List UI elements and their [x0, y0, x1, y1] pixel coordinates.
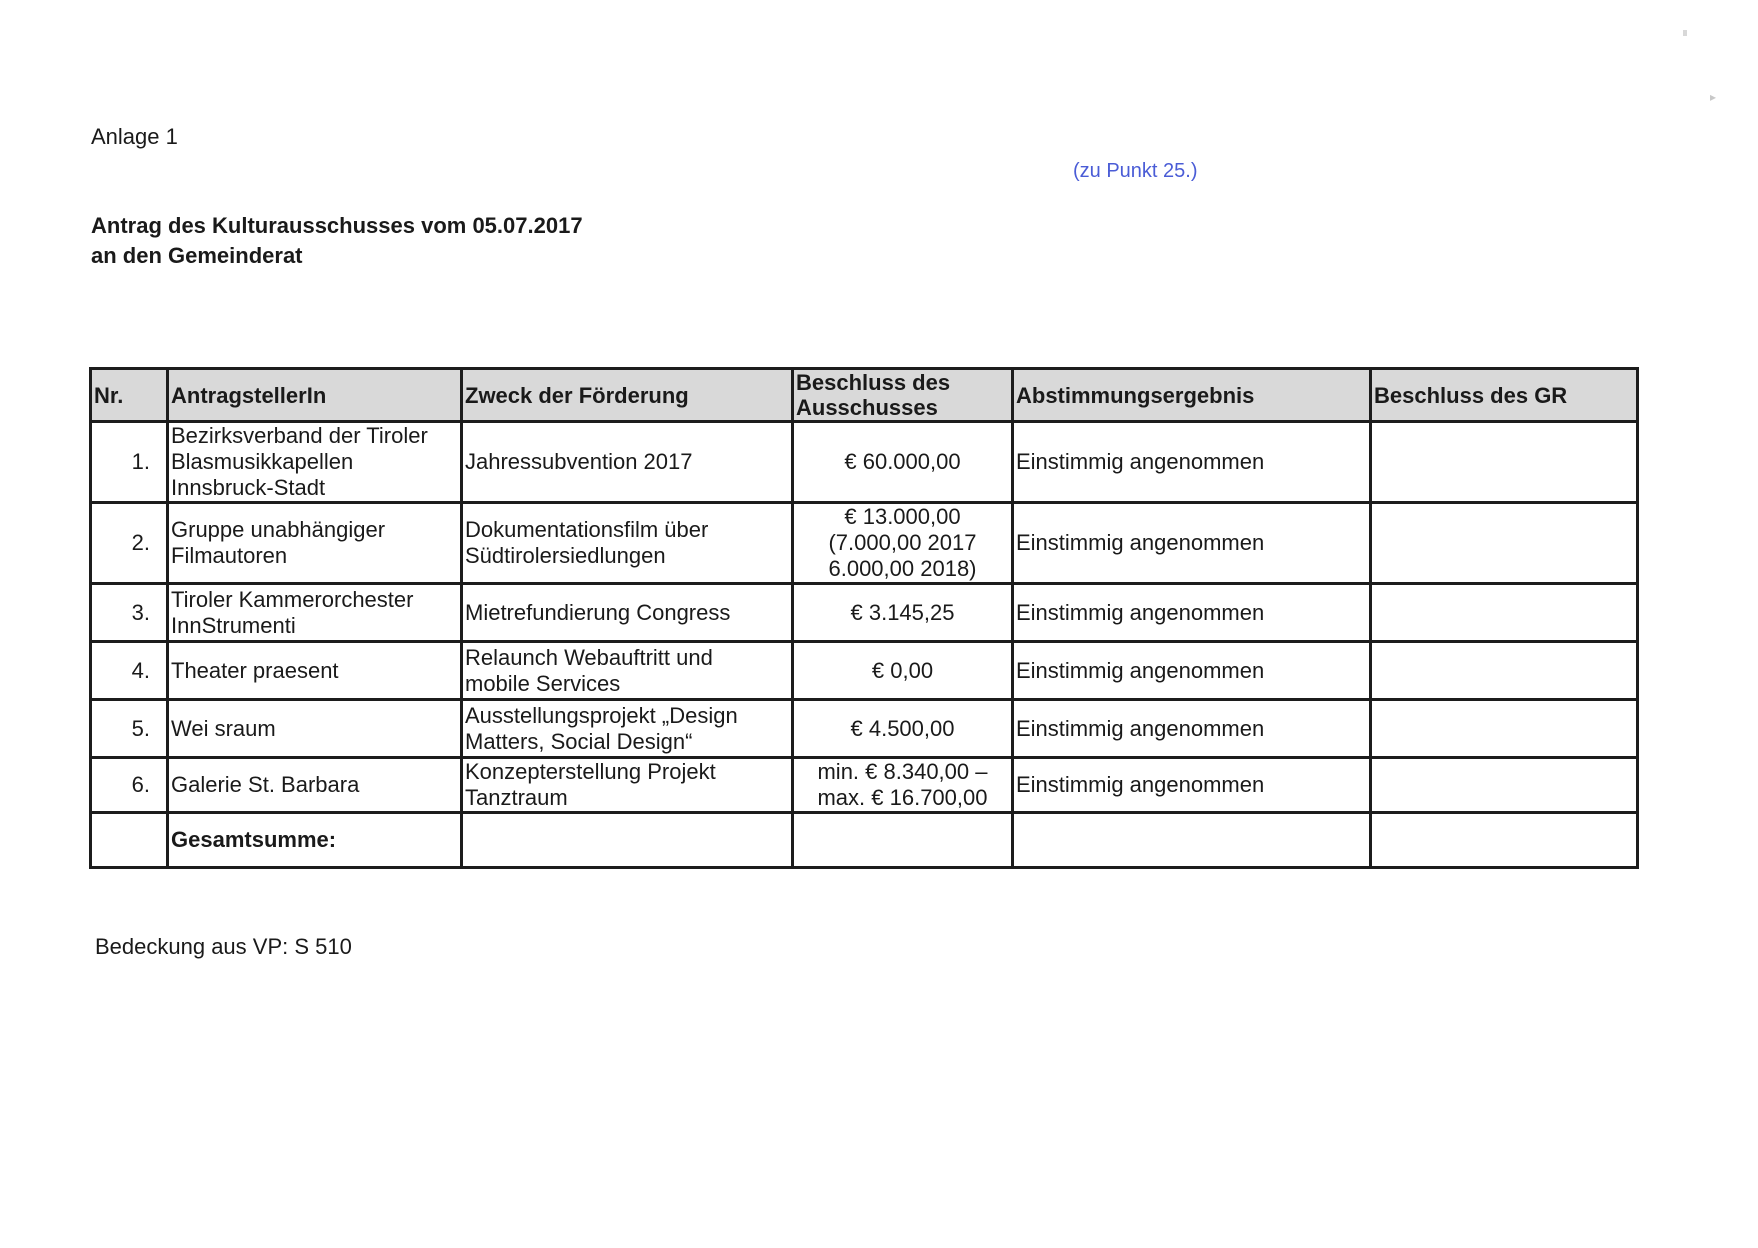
- applicant-line: Innsbruck-Stadt: [171, 475, 326, 500]
- vote-result-cell: Einstimmig angenommen: [1013, 584, 1371, 642]
- purpose-cell: [462, 584, 793, 642]
- purpose-line: Konzepterstellung Projekt: [465, 759, 716, 784]
- amount-line: € 4.500,00: [850, 715, 955, 741]
- header-committee-decision-line: Ausschusses: [796, 395, 938, 420]
- scan-mark: ▸: [1710, 90, 1717, 104]
- applicant-line: Bezirksverband der Tiroler: [171, 423, 428, 448]
- applicant-line: InnStrumenti: [171, 612, 296, 638]
- row-number: 6.: [91, 758, 168, 813]
- council-decision-cell: [1371, 503, 1638, 584]
- purpose-line: Ausstellungsprojekt „Design: [465, 702, 738, 728]
- total-label: Gesamtsumme:: [168, 813, 462, 868]
- total-purpose-cell: [462, 813, 793, 868]
- purpose-line: Jahressubvention 2017: [465, 449, 693, 474]
- title-line-1: Antrag des Kulturausschusses vom 05.07.2017: [91, 213, 583, 238]
- purpose-line: Südtirolersiedlungen: [465, 543, 666, 568]
- amount-line: € 3.145,25: [850, 599, 955, 625]
- amount-cell: [793, 642, 1013, 700]
- total-amount-cell: [793, 813, 1013, 868]
- table-row: [91, 503, 1638, 584]
- table-row: [91, 642, 1638, 700]
- amount-cell: [793, 584, 1013, 642]
- applicant-line: Gruppe unabhängiger: [171, 517, 386, 542]
- row-number: 5.: [91, 700, 168, 758]
- applicant-line: Galerie St. Barbara: [171, 772, 360, 797]
- amount-line: (7.000,00 2017: [828, 530, 977, 555]
- council-decision-cell: [1371, 642, 1638, 700]
- vote-result-cell: Einstimmig angenommen: [1013, 422, 1371, 503]
- amount-cell: [793, 503, 1013, 584]
- applicant-cell: [168, 422, 462, 503]
- vote-result-cell: Einstimmig angenommen: [1013, 700, 1371, 758]
- amount-line: min. € 8.340,00 –: [817, 759, 988, 784]
- vote-result-cell: Einstimmig angenommen: [1013, 503, 1371, 584]
- amount-line: max. € 16.700,00: [817, 785, 988, 810]
- amount-line: 6.000,00 2018): [828, 556, 977, 581]
- applicant-line: Filmautoren: [171, 543, 288, 568]
- applicant-cell: [168, 700, 462, 758]
- amount-line: € 0,00: [871, 657, 934, 683]
- amount-cell: [793, 758, 1013, 813]
- scan-mark: [1683, 30, 1687, 36]
- header-committee-decision: [793, 369, 1013, 422]
- applicant-cell: [168, 503, 462, 584]
- amount-line: € 13.000,00: [844, 504, 961, 529]
- council-decision-cell: [1371, 584, 1638, 642]
- header-vote-result: Abstimmungsergebnis: [1013, 369, 1371, 422]
- amount-cell: [793, 700, 1013, 758]
- row-number: 2.: [91, 503, 168, 584]
- header-council-decision: Beschluss des GR: [1371, 369, 1638, 422]
- header-purpose: Zweck der Förderung: [462, 369, 793, 422]
- council-decision-cell: [1371, 422, 1638, 503]
- purpose-line: Dokumentationsfilm über: [465, 517, 709, 542]
- header-committee-decision-line: Beschluss des: [796, 370, 951, 395]
- purpose-line: Mietrefundierung Congress: [465, 599, 731, 625]
- document-title: [91, 211, 583, 271]
- applicant-line: Blasmusikkapellen: [171, 449, 354, 474]
- row-number: 1.: [91, 422, 168, 503]
- title-line-2: an den Gemeinderat: [91, 243, 303, 268]
- total-row: [91, 813, 1638, 868]
- row-number: 3.: [91, 584, 168, 642]
- purpose-line: Relaunch Webauftritt und: [465, 644, 713, 670]
- total-council-cell: [1371, 813, 1638, 868]
- table-row: [91, 422, 1638, 503]
- applicant-line: Tiroler Kammerorchester: [171, 586, 414, 612]
- budget-coverage-note: Bedeckung aus VP: S 510: [95, 934, 352, 959]
- vote-result-cell: Einstimmig angenommen: [1013, 642, 1371, 700]
- table-row: [91, 758, 1638, 813]
- table-row: [91, 584, 1638, 642]
- table-header-row: [91, 369, 1638, 422]
- total-vote-cell: [1013, 813, 1371, 868]
- purpose-line: mobile Services: [465, 670, 621, 696]
- applicant-cell: [168, 642, 462, 700]
- header-nr: Nr.: [91, 369, 168, 422]
- amount-line: € 60.000,00: [844, 449, 961, 474]
- purpose-cell: [462, 642, 793, 700]
- applicant-cell: [168, 758, 462, 813]
- total-nr-cell: [91, 813, 168, 868]
- amount-cell: [793, 422, 1013, 503]
- vote-result-cell: Einstimmig angenommen: [1013, 758, 1371, 813]
- applicant-line: Wei sraum: [171, 715, 276, 741]
- purpose-line: Tanztraum: [465, 785, 568, 810]
- applicant-cell: [168, 584, 462, 642]
- purpose-line: Matters, Social Design“: [465, 728, 693, 754]
- row-number: 4.: [91, 642, 168, 700]
- purpose-cell: [462, 758, 793, 813]
- council-decision-cell: [1371, 700, 1638, 758]
- purpose-cell: [462, 503, 793, 584]
- attachment-label: Anlage 1: [91, 124, 178, 149]
- council-decision-cell: [1371, 758, 1638, 813]
- header-applicant: AntragstellerIn: [168, 369, 462, 422]
- agenda-point-reference: (zu Punkt 25.): [1073, 160, 1198, 182]
- purpose-cell: [462, 700, 793, 758]
- purpose-cell: [462, 422, 793, 503]
- table-row: [91, 700, 1638, 758]
- funding-table: [89, 367, 1639, 869]
- applicant-line: Theater praesent: [171, 657, 339, 683]
